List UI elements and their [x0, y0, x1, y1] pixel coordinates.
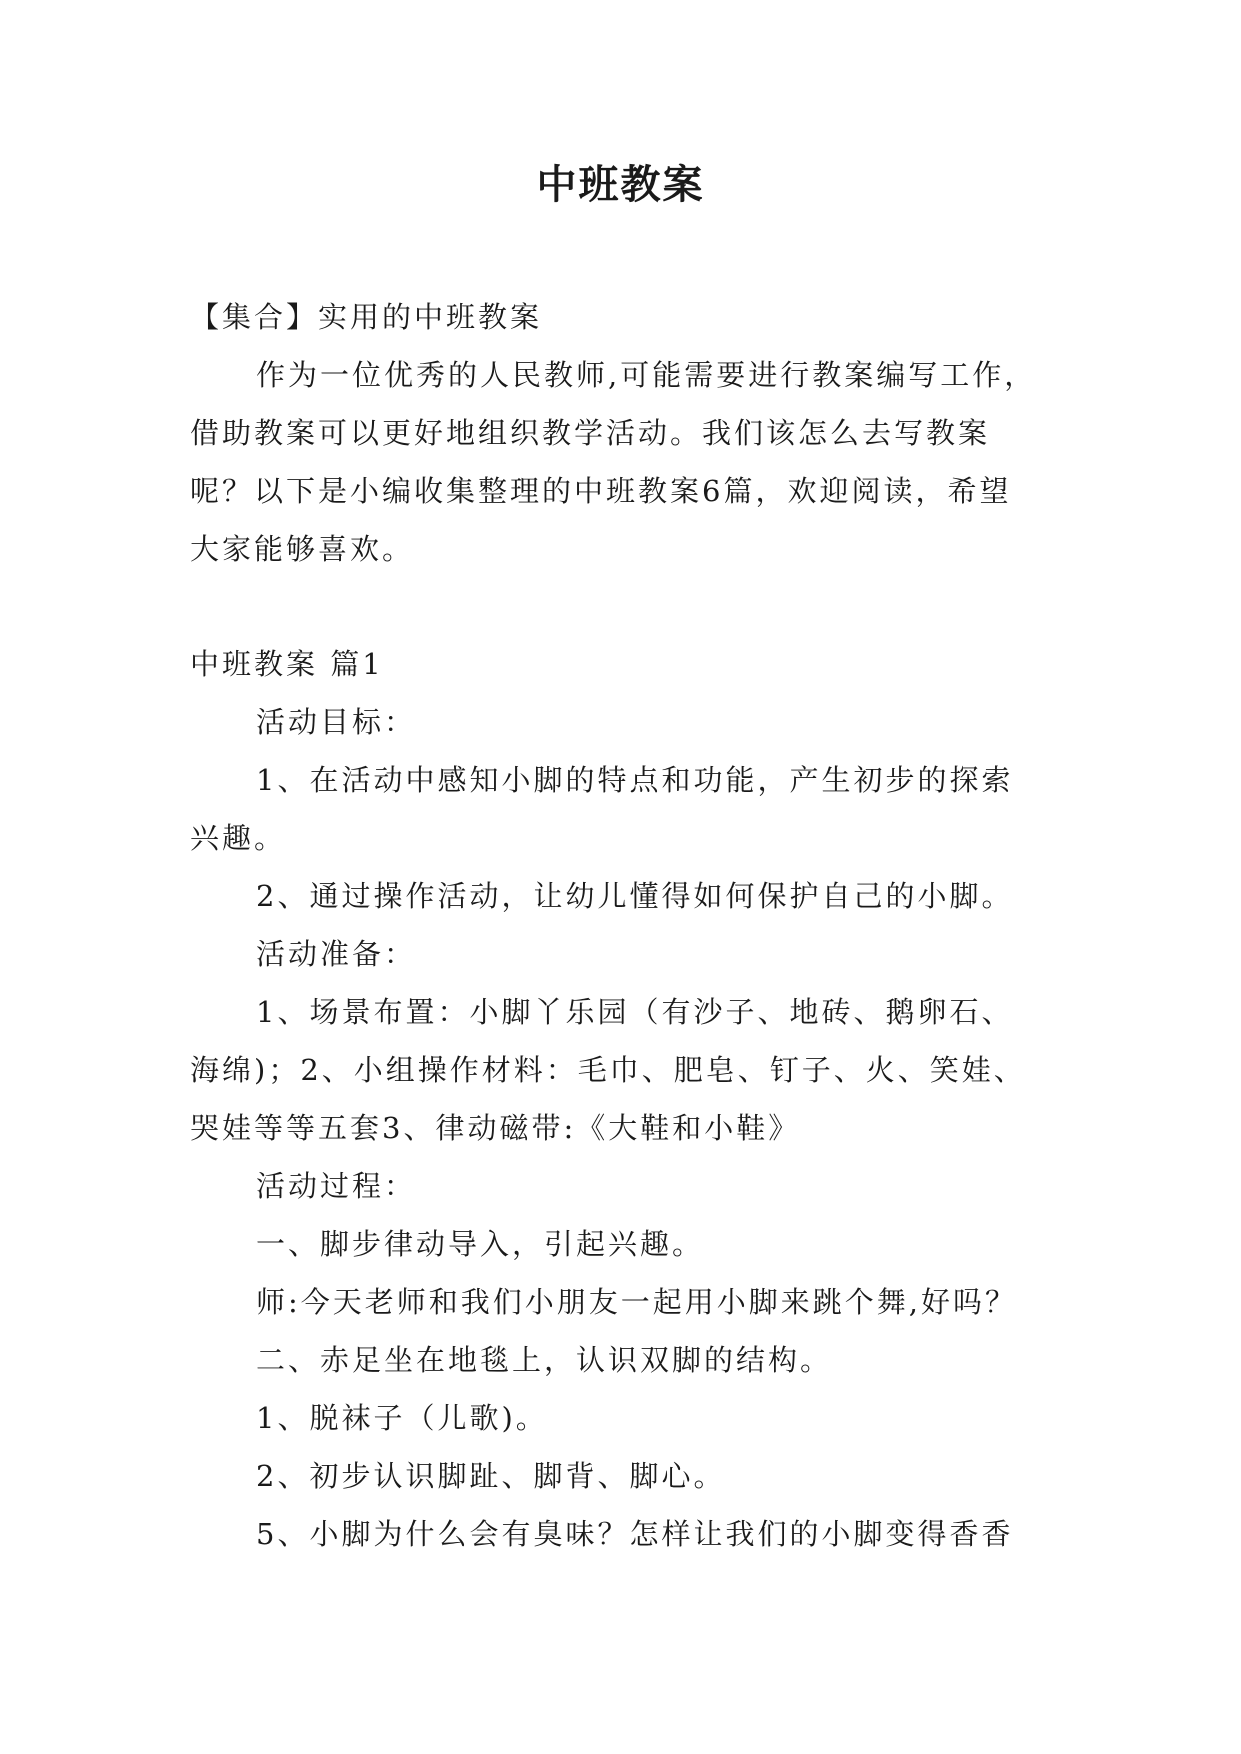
process-substep: 5、小脚为什么会有臭味？怎样让我们的小脚变得香香 [256, 1517, 1014, 1551]
goal-line: 2、通过操作活动，让幼儿懂得如何保护自己的小脚。 [256, 879, 1014, 913]
process-step: 一、脚步律动导入，引起兴趣。 [256, 1227, 705, 1261]
teacher-line: 师:今天老师和我们小朋友一起用小脚来跳个舞,好吗？ [256, 1285, 1017, 1319]
process-label: 活动过程： [256, 1169, 417, 1203]
intro-line: 大家能够喜欢。 [190, 532, 415, 566]
process-substep: 1、脱袜子（儿歌)。 [256, 1401, 548, 1435]
document-body [190, 288, 1050, 1563]
prep-line: 哭娃等等五套3、律动磁带:《大鞋和小鞋》 [190, 1111, 801, 1145]
prep-line: 1、场景布置：小脚丫乐园（有沙子、地砖、鹅卵石、 [256, 995, 1014, 1029]
section-heading: 中班教案 篇1 [190, 647, 384, 681]
intro-line: 借助教案可以更好地组织教学活动。我们该怎么去写教案 [190, 416, 991, 450]
intro-line: 呢？以下是小编收集整理的中班教案6篇，欢迎阅读，希望 [190, 474, 1012, 508]
prep-line: 海绵)；2、小组操作材料：毛巾、肥皂、钉子、火、笑娃、 [190, 1053, 1026, 1087]
process-step: 二、赤足坐在地毯上，认识双脚的结构。 [256, 1343, 833, 1377]
prep-label: 活动准备： [256, 937, 417, 971]
paragraph-gap [190, 578, 1050, 635]
intro-line: 作为一位优秀的人民教师,可能需要进行教案编写工作， [256, 358, 1037, 392]
page-title: 中班教案 [536, 162, 705, 208]
document-subtitle: 【集合】实用的中班教案 [190, 300, 543, 334]
process-substep: 2、初步认识脚趾、脚背、脚心。 [256, 1459, 726, 1493]
goal-line: 1、在活动中感知小脚的特点和功能，产生初步的探索 [256, 763, 1014, 797]
goal-line: 兴趣。 [190, 821, 287, 855]
goals-label: 活动目标： [256, 705, 417, 739]
